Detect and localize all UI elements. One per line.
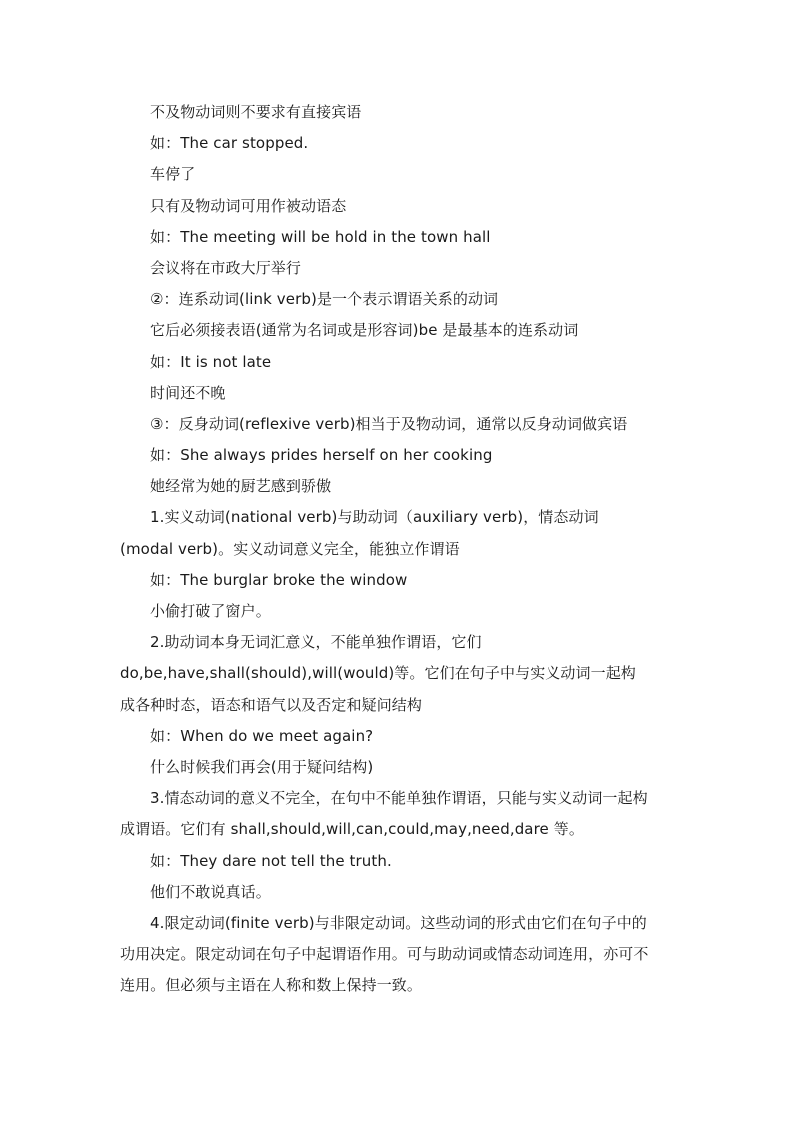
paragraph-line: 车停了 xyxy=(150,165,196,184)
paragraph-line: (modal verb)。实义动词意义完全，能独立作谓语 xyxy=(120,539,460,558)
paragraph-line: 如：The burglar broke the window xyxy=(150,570,408,589)
paragraph-line: 成各种时态，语态和语气以及否定和疑问结构 xyxy=(120,695,423,714)
document-body xyxy=(120,97,676,1001)
paragraph-line: 如：It is not late xyxy=(150,352,272,371)
paragraph-line: 她经常为她的厨艺感到骄傲 xyxy=(150,477,332,496)
paragraph-line: 1.实义动词(national verb)与助动词（auxiliary verb)，情态动词 xyxy=(150,508,599,527)
paragraph-line: 3.情态动词的意义不完全，在句中不能单独作谓语，只能与实义动词一起构 xyxy=(150,789,648,808)
paragraph-line: 小偷打破了窗户。 xyxy=(150,602,271,620)
paragraph-line: 它后必须接表语(通常为名词或是形容词)be 是最基本的连系动词 xyxy=(150,321,579,340)
paragraph-line: 只有及物动词可用作被动语态 xyxy=(150,196,347,215)
paragraph-line: 成谓语。它们有 shall,should,will,can,could,may,need,dare 等。 xyxy=(120,820,584,839)
paragraph-line: 连用。但必须与主语在人称和数上保持一致。 xyxy=(120,976,423,995)
paragraph-line: 时间还不晚 xyxy=(150,383,226,402)
paragraph-line: 不及物动词则不要求有直接宾语 xyxy=(150,103,362,121)
paragraph-line: 如：The car stopped. xyxy=(150,134,309,153)
paragraph-line: 他们不敢说真话。 xyxy=(150,882,271,901)
paragraph-line: ②：连系动词(link verb)是一个表示谓语关系的动词 xyxy=(150,290,499,309)
paragraph-line: 2.助动词本身无词汇意义，不能单独作谓语，它们 xyxy=(150,633,482,652)
paragraph-line: do,be,have,shall(should),will(would)等。它们在句子中与实义动词一起构 xyxy=(120,664,636,683)
paragraph-line: 如：She always prides herself on her cooking xyxy=(150,446,493,465)
paragraph-line: ③：反身动词(reflexive verb)相当于及物动词，通常以反身动词做宾语 xyxy=(150,414,628,433)
paragraph-line: 什么时候我们再会(用于疑问结构) xyxy=(150,757,374,776)
paragraph-line: 会议将在市政大厅举行 xyxy=(150,258,302,277)
paragraph-line: 如：The meeting will be hold in the town hall xyxy=(150,227,491,246)
paragraph-line: 如：They dare not tell the truth. xyxy=(150,851,392,870)
paragraph-line: 功用决定。限定动词在句子中起谓语作用。可与助动词或情态动词连用，亦可不 xyxy=(120,945,649,964)
paragraph-line: 4.限定动词(finite verb)与非限定动词。这些动词的形式由它们在句子中的 xyxy=(150,913,647,932)
paragraph-line: 如：When do we meet again? xyxy=(150,726,374,745)
